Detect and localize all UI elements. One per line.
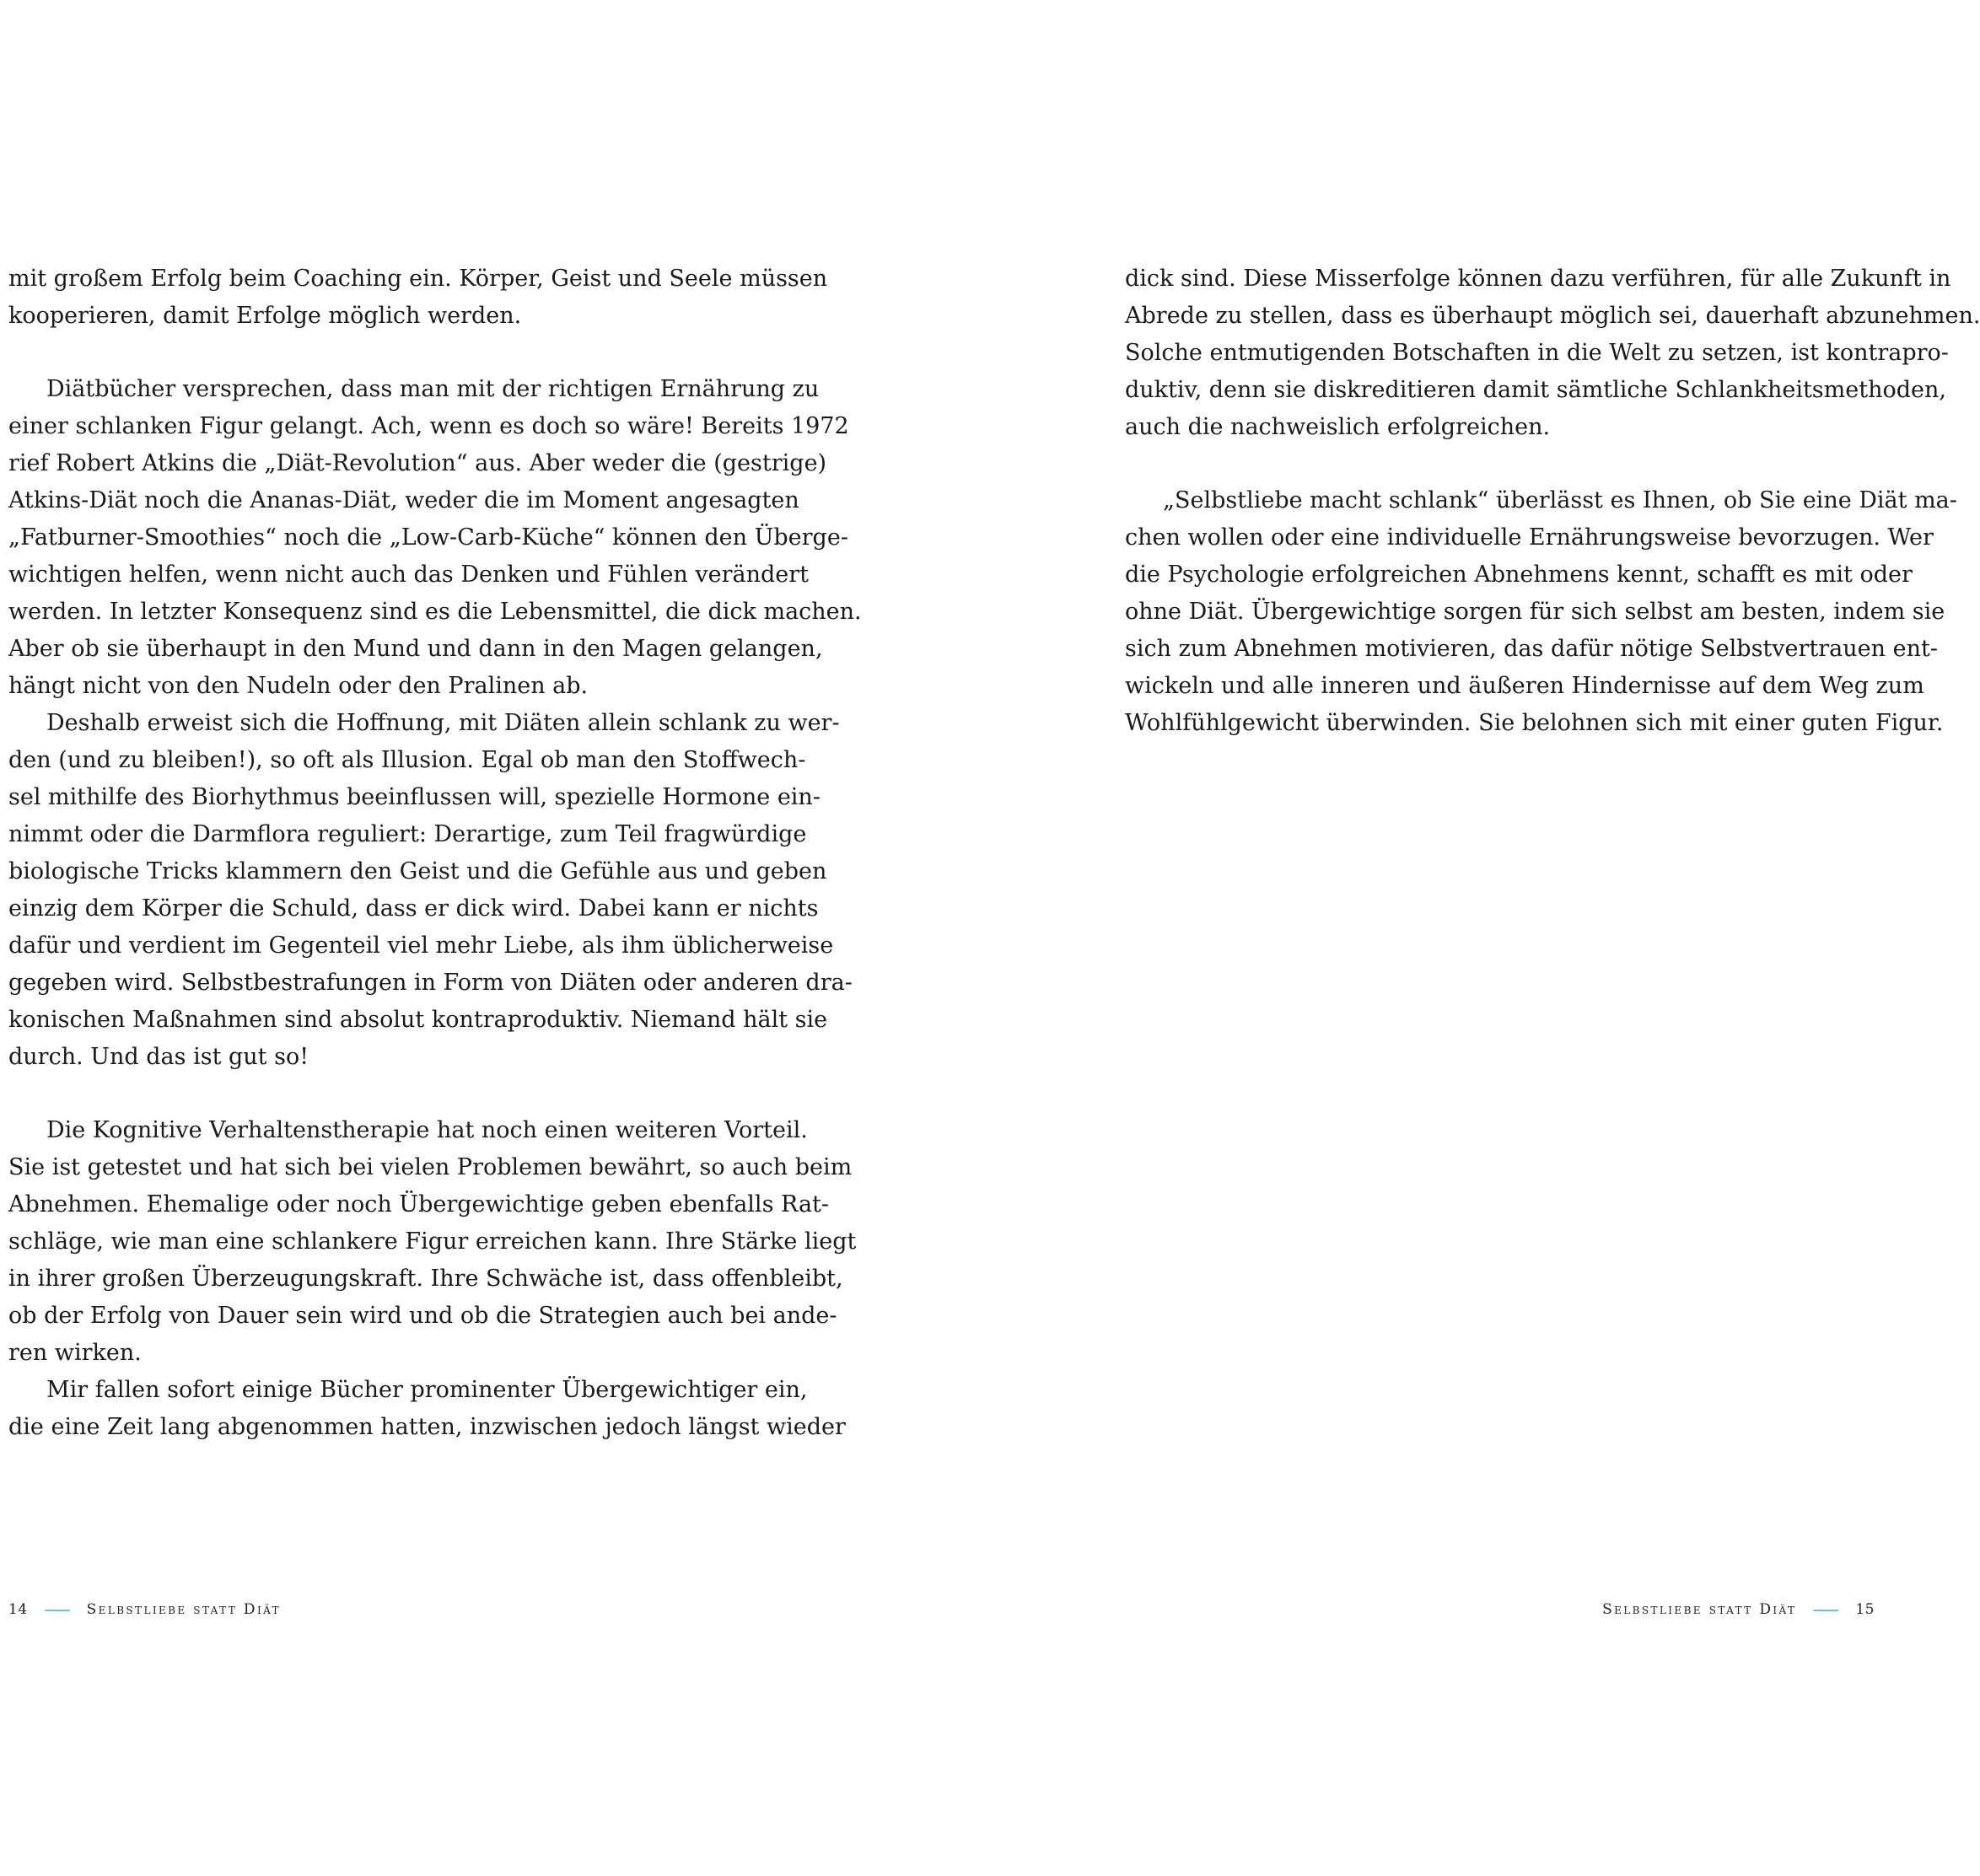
text-line: nimmt oder die Darmflora reguliert: Derartige, zum Teil fragwürdige [8, 821, 807, 847]
text-line: die Psychologie erfolgreichen Abnehmens kennt, schafft es mit oder [1125, 562, 1913, 588]
text-line: Abnehmen. Ehemalige oder noch Übergewichtige geben ebenfalls Rat- [8, 1191, 830, 1218]
text-line: den (und zu bleiben!), so oft als Illusion. Egal ob man den Stoffwech- [8, 747, 806, 773]
text-line: dick sind. Diese Misserfolge können dazu verführen, für alle Zukunft in [1125, 266, 1951, 292]
page-number: 14 [8, 1601, 28, 1618]
text-line: chen wollen oder eine individuelle Ernährungsweise bevorzugen. Wer [1125, 524, 1934, 551]
text-line: duktiv, denn sie diskreditieren damit sämtliche Schlankheitsmethoden, [1125, 377, 1946, 403]
text-line: „Selbstliebe macht schlank“ überlässt es Ihnen, ob Sie eine Diät ma- [1163, 487, 1957, 513]
right-page [938, 0, 1980, 1876]
text-line: sich zum Abnehmen motivieren, das dafür nötige Selbstvertrauen ent- [1125, 636, 1938, 662]
text-line: ob der Erfolg von Dauer sein wird und ob die Strategien auch bei ande- [8, 1303, 837, 1329]
text-line: biologische Tricks klammern den Geist und die Gefühle aus und geben [8, 858, 827, 884]
text-line: „Fatburner-Smoothies“ noch die „Low-Carb-Küche“ können den Überge- [8, 524, 848, 551]
text-line: kooperieren, damit Erfolge möglich werden. [8, 303, 522, 329]
text-line: wichtigen helfen, wenn nicht auch das Denken und Fühlen verändert [8, 562, 810, 588]
text-line: in ihrer großen Überzeugungskraft. Ihre Schwäche ist, dass offenbleibt, [8, 1266, 843, 1292]
text-line: dafür und verdient im Gegenteil viel mehr Liebe, als ihm üblicherweise [8, 933, 834, 959]
accent-rule [1813, 1610, 1838, 1611]
right-footer [1602, 1597, 1875, 1622]
text-line: Die Kognitive Verhaltenstherapie hat noch einen weiteren Vorteil. [46, 1117, 808, 1143]
text-line: mit großem Erfolg beim Coaching ein. Körper, Geist und Seele müssen [8, 266, 828, 292]
text-line: auch die nachweislich erfolgreichen. [1125, 414, 1551, 440]
running-title: Selbstliebe statt Diät [86, 1601, 281, 1618]
left-text-column [8, 261, 862, 1446]
text-line: gegeben wird. Selbstbestrafungen in Form von Diäten oder anderen dra- [8, 970, 853, 996]
left-footer [8, 1597, 281, 1622]
text-line: Sie ist getestet und hat sich bei vielen Problemen bewährt, so auch beim [8, 1154, 853, 1180]
text-line: durch. Und das ist gut so! [8, 1044, 309, 1070]
text-line: Deshalb erweist sich die Hoffnung, mit Diäten allein schlank zu wer- [46, 710, 840, 736]
text-line: sel mithilfe des Biorhythmus beeinflussen will, spezielle Hormone ein- [8, 784, 821, 810]
text-line: Wohlfühlgewicht überwinden. Sie belohnen sich mit einer guten Figur. [1125, 710, 1944, 736]
text-line: werden. In letzter Konsequenz sind es die Lebensmittel, die dick machen. [8, 599, 862, 625]
text-line: ohne Diät. Übergewichtige sorgen für sich selbst am besten, indem sie [1125, 599, 1945, 625]
text-line: konischen Maßnahmen sind absolut kontraproduktiv. Niemand hält sie [8, 1007, 828, 1033]
text-line: einer schlanken Figur gelangt. Ach, wenn es doch so wäre! Bereits 1972 [8, 413, 849, 439]
text-line: Aber ob sie überhaupt in den Mund und dann in den Magen gelangen, [8, 636, 823, 662]
text-line: die eine Zeit lang abgenommen hatten, inzwischen jedoch längst wieder [8, 1414, 846, 1440]
text-line: Diätbücher versprechen, dass man mit der richtigen Ernährung zu [46, 376, 820, 402]
page-number: 15 [1855, 1601, 1875, 1618]
text-line: Solche entmutigenden Botschaften in die Welt zu setzen, ist kontrapro- [1125, 340, 1949, 366]
text-line: Atkins-Diät noch die Ananas-Diät, weder die im Moment angesagten [8, 487, 799, 513]
text-line: hängt nicht von den Nudeln oder den Pralinen ab. [8, 673, 589, 699]
text-line: einzig dem Körper die Schuld, dass er dick wird. Dabei kann er nichts [8, 895, 819, 922]
text-line: wickeln und alle inneren und äußeren Hindernisse auf dem Weg zum [1125, 673, 1924, 699]
text-line: rief Robert Atkins die „Diät-Revolution“ aus. Aber weder die (gestrige) [8, 450, 827, 476]
text-line: schläge, wie man eine schlankere Figur erreichen kann. Ihre Stärke liegt [8, 1228, 857, 1255]
running-title: Selbstliebe statt Diät [1602, 1601, 1797, 1618]
text-line: Mir fallen sofort einige Bücher prominenter Übergewichtiger ein, [46, 1377, 808, 1403]
text-line: ren wirken. [8, 1340, 142, 1366]
right-text-column [1125, 261, 1980, 742]
left-page [0, 0, 938, 1876]
accent-rule [45, 1610, 70, 1611]
text-line: Abrede zu stellen, dass es überhaupt möglich sei, dauerhaft abzunehmen. [1125, 303, 1980, 329]
